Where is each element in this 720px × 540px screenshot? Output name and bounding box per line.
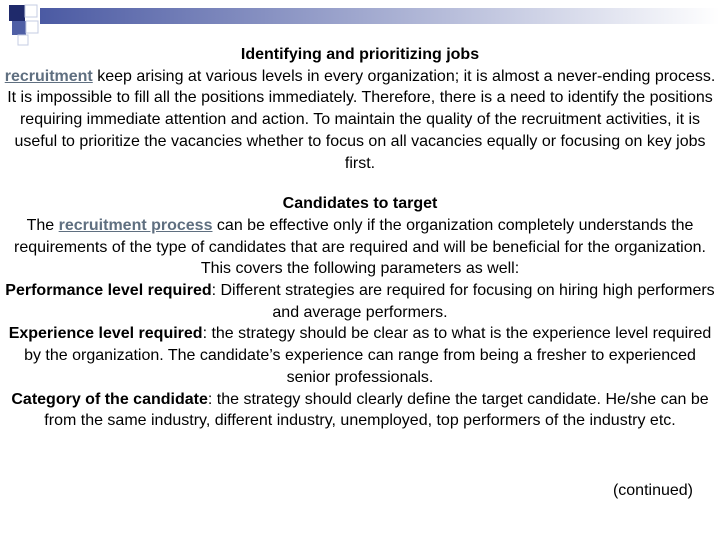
parameter-term: Category of the candidate: [11, 390, 208, 408]
slide-body: [2, 44, 718, 432]
paragraph-candidates-intro: [2, 215, 718, 280]
deco-square-dark: [9, 5, 25, 21]
paragraph-identifying-text: keep arising at various levels in every organization; it is almost a never-ending process. It is impossible to fill all the positions immediately. Therefore, there is a need to identify the positions requiring immediate attention and action. To maintain the quality of the recruitment activities, it is useful to prioritize the vacancies whether to focus on all vacancies equally or focusing on key jobs first.: [7, 67, 716, 172]
parameter-term: Performance level required: [5, 282, 212, 300]
paragraph-identifying: [2, 66, 718, 175]
section-title-identifying: Identifying and prioritizing jobs: [240, 46, 480, 63]
deco-square-light-1: [25, 5, 37, 17]
recruitment-process-link[interactable]: recruitment process: [58, 216, 213, 234]
recruitment-link[interactable]: recruitment: [4, 67, 93, 85]
parameter-experience: [2, 323, 718, 388]
parameter-category: [2, 389, 718, 432]
header-gradient-bar: [40, 8, 720, 24]
parameter-text: : Different strategies are required for focusing on hiring high performers and average performers.: [211, 282, 715, 321]
parameter-performance: [2, 280, 718, 323]
parameter-term: Experience level required: [8, 325, 203, 343]
parameter-text: : the strategy should be clear as to what is the experience level required by the organization. The candidate’s experience can range from being a fresher to experienced senior professionals.: [24, 325, 712, 386]
deco-square-light-2: [26, 21, 38, 33]
section-spacer: [2, 174, 718, 193]
section-title-candidates: Candidates to target: [282, 195, 438, 213]
intro-prefix: The: [26, 216, 59, 234]
continued-label: (continued): [612, 482, 693, 499]
deco-square-mid: [12, 21, 26, 35]
parameter-text: : the strategy should clearly define the target candidate. He/she can be from the same industry, different industry, unemployed, top performers of the industry etc.: [44, 390, 709, 430]
intro-text: can be effective only if the organization completely understands the requirements of the type of candidates that are required and will be beneficial for the organization. This covers the following parameters as well:: [14, 216, 706, 278]
